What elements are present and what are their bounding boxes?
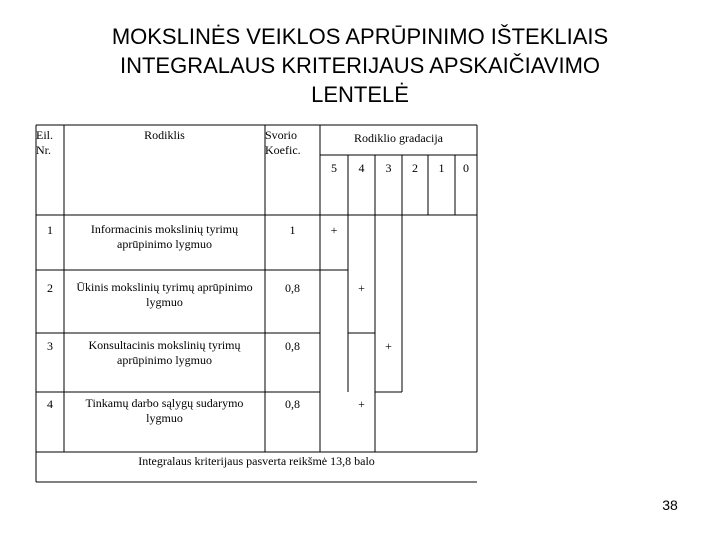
grade-5: 5 — [331, 160, 337, 175]
grade-2: 2 — [412, 160, 418, 175]
header-nr-line1: Eil. — [36, 128, 53, 142]
row-4-weight: 0,8 — [285, 396, 300, 411]
grade-4: 4 — [358, 160, 365, 175]
header-weight-line1: Svorio — [265, 128, 298, 142]
row-3-mark: + — [385, 338, 392, 353]
row-1-indicator: Informacinis mokslinių tyrimų aprūpinimo lygmuo — [90, 222, 239, 251]
header-nr-line2: Nr. — [36, 143, 51, 157]
header-indicator: Rodiklis — [144, 128, 185, 142]
header-weight — [265, 128, 320, 158]
header-nr — [36, 128, 64, 158]
page-number: 38 — [662, 497, 678, 513]
row-4-indicator: Tinkamų darbo sąlygų sudarymo lygmuo — [85, 396, 244, 425]
row-4-nr: 4 — [47, 396, 53, 411]
table-footer-total: Integralaus kriterijaus pasverta reikšmė 13,8 balo — [138, 454, 375, 468]
title-line-2: INTEGRALAUS KRITERIJAUS APSKAIČIAVIMO — [119, 53, 601, 78]
row-3-indicator: Konsultacinis mokslinių tyrimų aprūpinimo lygmuo — [88, 338, 241, 367]
row-2-indicator: Ūkinis mokslinių tyrimų aprūpinimo lygmuo — [76, 280, 253, 309]
title-line-1: MOKSLINĖS VEIKLOS APRŪPINIMO IŠTEKLIAIS — [111, 24, 609, 49]
row-2-weight: 0,8 — [285, 280, 300, 295]
row-2-mark: + — [358, 280, 365, 295]
row-3-weight: 0,8 — [285, 338, 300, 353]
row-4-mark: + — [358, 396, 365, 411]
header-gradation: Rodiklio gradacija — [354, 131, 443, 145]
row-2-nr: 2 — [47, 280, 53, 295]
grade-0: 0 — [463, 160, 469, 175]
grade-3: 3 — [385, 160, 392, 175]
row-1-weight: 1 — [289, 222, 296, 237]
row-1-nr: 1 — [47, 222, 53, 237]
grade-1: 1 — [438, 160, 445, 175]
header-weight-line2: Koefic. — [265, 143, 301, 157]
title-line-3: LENTELĖ — [311, 82, 409, 107]
row-1-mark: + — [330, 222, 338, 237]
row-3-nr: 3 — [47, 338, 53, 353]
